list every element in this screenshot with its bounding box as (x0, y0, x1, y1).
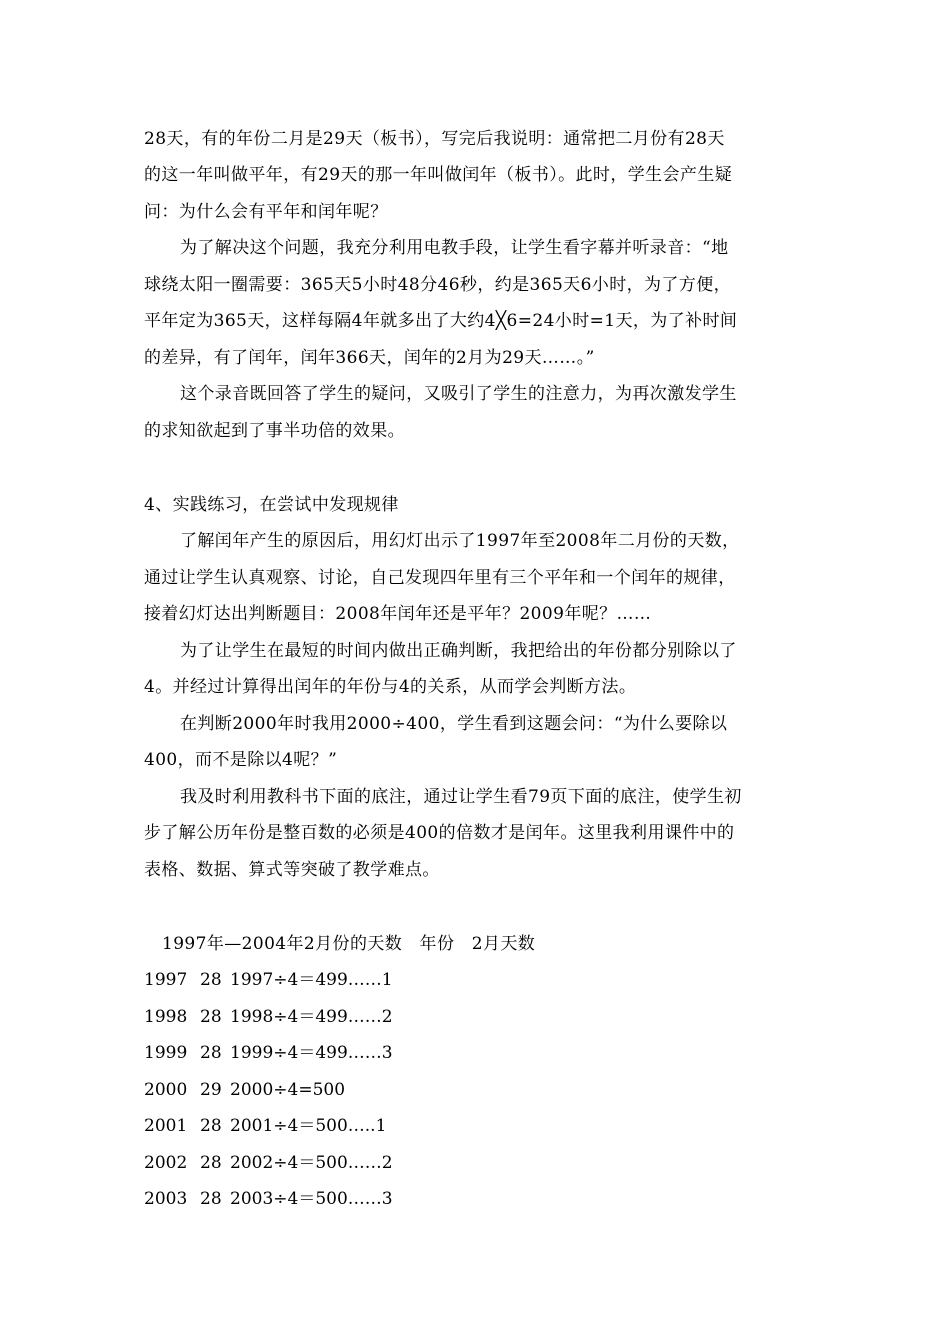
days-cell: 29 (200, 1080, 222, 1100)
paragraph-line: 平年定为365天，这样每隔4年就多出了大约4╳6=24小时=1天，为了补时间 (144, 311, 738, 331)
paragraph-line: 球绕太阳一圈需要：365天5小时48分46秒，约是365天6小时，为了方便， (144, 275, 731, 295)
days-cell: 28 (200, 970, 222, 990)
table-heading: 1997年—2004年2月份的天数 年份 2月天数 (162, 934, 536, 954)
calc-cell: 2002÷4＝500……2 (230, 1153, 393, 1173)
calc-cell: 2000÷4=500 (230, 1080, 346, 1100)
paragraph-line: 步了解公历年份是整百数的必须是400的倍数才是闰年。这里我利用课件中的 (144, 823, 735, 843)
days-cell: 28 (200, 1116, 222, 1136)
calc-cell: 2003÷4＝500……3 (230, 1189, 393, 1209)
calc-cell: 1998÷4＝499……2 (230, 1007, 393, 1027)
paragraph-line: 400，而不是除以4呢？” (144, 750, 338, 770)
year-cell: 1997 (144, 970, 188, 990)
days-cell: 28 (200, 1043, 222, 1063)
year-cell: 2001 (144, 1116, 188, 1136)
year-cell: 2000 (144, 1080, 188, 1100)
paragraph-line: 28天，有的年份二月是29天（板书），写完后我说明：通常把二月份有28天 (144, 129, 725, 149)
calc-cell: 2001÷4＝500…..1 (230, 1116, 387, 1136)
paragraph-line: 4。并经过计算得出闰年的年份与4的关系，从而学会判断方法。 (144, 677, 637, 697)
paragraph-line: 了解闰年产生的原因后，用幻灯出示了1997年至2008年二月份的天数， (180, 531, 740, 551)
year-cell: 1998 (144, 1007, 188, 1027)
days-cell: 28 (200, 1007, 222, 1027)
paragraph-line: 表格、数据、算式等突破了教学难点。 (144, 860, 440, 880)
paragraph-line: 的求知欲起到了事半功倍的效果。 (144, 421, 405, 441)
paragraph-line: 的这一年叫做平年，有29天的那一年叫做闰年（板书）。此时，学生会产生疑 (144, 165, 733, 185)
days-cell: 28 (200, 1153, 222, 1173)
paragraph-line: 为了解决这个问题，我充分利用电教手段，让学生看字幕并听录音：“地 (180, 238, 729, 258)
calc-cell: 1999÷4＝499……3 (230, 1043, 393, 1063)
paragraph-line: 接着幻灯达出判断题目：2008年闰年还是平年？2009年呢？…… (144, 604, 652, 624)
year-cell: 1999 (144, 1043, 188, 1063)
year-cell: 2003 (144, 1189, 188, 1209)
paragraph-line: 通过让学生认真观察、讨论，自己发现四年里有三个平年和一个闰年的规律， (144, 568, 736, 588)
year-cell: 2002 (144, 1153, 188, 1173)
paragraph-line: 在判断2000年时我用2000÷400，学生看到这题会问：“为什么要除以 (180, 714, 728, 734)
paragraph-line: 的差异，有了闰年，闰年366天，闰年的2月为29天……。” (144, 348, 595, 368)
calc-cell: 1997÷4＝499……1 (230, 970, 393, 990)
paragraph-line: 这个录音既回答了学生的疑问，又吸引了学生的注意力，为再次激发学生 (180, 384, 737, 404)
days-cell: 28 (200, 1189, 222, 1209)
paragraph-line: 为了让学生在最短的时间内做出正确判断，我把给出的年份都分别除以了 (180, 641, 737, 661)
section-heading: 4、实践练习，在尝试中发现规律 (144, 495, 399, 515)
paragraph-line: 我及时利用教科书下面的底注，通过让学生看79页下面的底注，使学生初 (180, 787, 742, 807)
paragraph-line: 问：为什么会有平年和闰年呢？ (144, 202, 388, 222)
